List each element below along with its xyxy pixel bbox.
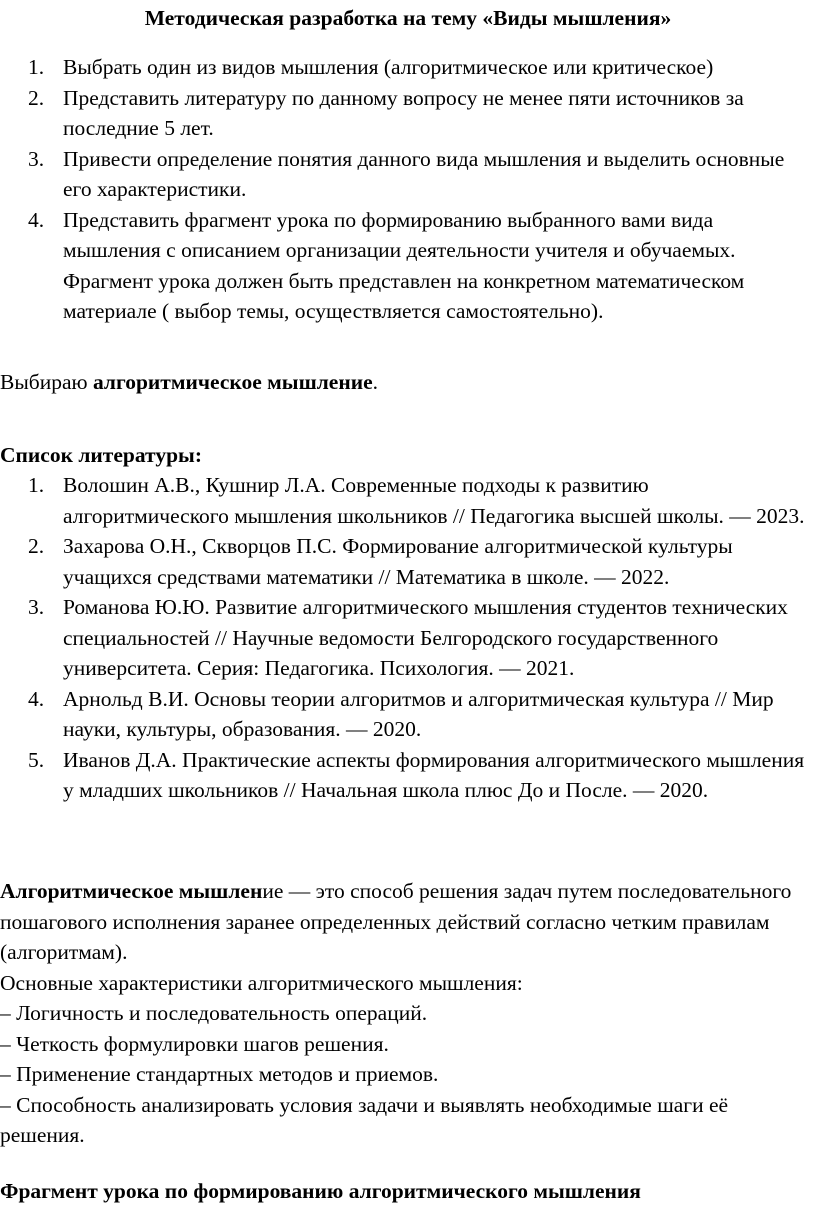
reference-number: 1.	[28, 473, 45, 497]
task-text: Выбрать один из видов мышления (алгоритмическое или критическое)	[63, 55, 714, 79]
characteristic-item: – Способность анализировать условия задачи и выявлять необходимые шаги её решения.	[0, 1092, 729, 1147]
task-text: Представить литературу по данному вопросу не менее пяти источников за последние 5 лет.	[63, 85, 744, 140]
task-text: Привести определение понятия данного вида мышления и выделить основные его характеристики.	[63, 146, 785, 201]
task-item	[0, 205, 816, 327]
reference-item	[0, 592, 816, 684]
references-heading: Список литературы:	[0, 443, 202, 467]
task-number: 3.	[28, 146, 45, 171]
reference-text: Захарова О.Н., Скворцов П.С. Формирование алгоритмической культуры учащихся средствами математики // Математика в школе. — 2022.	[63, 534, 733, 589]
definition-term-ending: ие	[262, 879, 284, 903]
reference-number: 3.	[28, 595, 45, 619]
task-number: 4.	[28, 207, 45, 232]
reference-number: 4.	[28, 686, 45, 711]
task-number: 1.	[28, 55, 45, 79]
characteristic-item: – Четкость формулировки шагов решения.	[0, 1031, 389, 1056]
reference-item	[0, 684, 816, 745]
characteristic-item: – Применение стандартных методов и приемов.	[0, 1062, 439, 1086]
references-list	[0, 470, 816, 806]
choice-prefix: Выбираю	[0, 370, 93, 394]
choice-term: алгоритмическое мышление	[92, 370, 373, 394]
choice-suffix: .	[372, 370, 379, 394]
definition-section	[0, 876, 814, 1151]
task-list	[0, 52, 816, 327]
choice-statement	[0, 367, 814, 398]
task-number: 2.	[28, 85, 45, 110]
task-item	[0, 52, 816, 83]
task-item	[0, 83, 816, 144]
reference-text: Иванов Д.А. Практические аспекты формирования алгоритмического мышления у младших школьников // Начальная школа плюс До и После. — 2020.	[63, 747, 805, 802]
reference-item	[0, 745, 816, 806]
task-text: Представить фрагмент урока по формированию выбранного вами вида мышления с описанием организации деятельности учителя и обучаемых. Фрагмент урока должен быть представлен на конкретном математическом материале ( выбор темы, осуществляется самостоятельно).	[63, 207, 745, 323]
task-item	[0, 144, 816, 205]
definition-paragraph	[0, 876, 814, 968]
characteristic-item: – Логичность и последовательность операций.	[0, 1001, 428, 1025]
reference-number: 5.	[28, 747, 45, 772]
characteristics-intro: Основные характеристики алгоритмического мышления:	[0, 970, 523, 995]
reference-text: Романова Ю.Ю. Развитие алгоритмического мышления студентов технических специальностей // Научные ведомости Белгородского государственного университета. Серия: Педагогика. Психология. — 2021.	[63, 595, 788, 680]
reference-text: Арнольд В.И. Основы теории алгоритмов и алгоритмическая культура // Мир науки, культуры, образования. — 2020.	[63, 686, 774, 741]
reference-item	[0, 531, 816, 592]
definition-term: Алгоритмическое мышлен	[0, 879, 263, 903]
document-title: Методическая разработка на тему «Виды мышления»	[144, 6, 672, 30]
definition-text: — это способ решения задач путем последовательного пошагового исполнения заранее определенных действий согласно четким правилам (алгоритмам).	[0, 879, 792, 964]
reference-number: 2.	[28, 534, 45, 558]
reference-item	[0, 470, 816, 531]
fragment-heading: Фрагмент урока по формированию алгоритмического мышления	[0, 1179, 641, 1203]
reference-text: Волошин А.В., Кушнир Л.А. Современные подходы к развитию алгоритмического мышления школьников // Педагогика высшей школы. — 2023.	[63, 473, 805, 528]
